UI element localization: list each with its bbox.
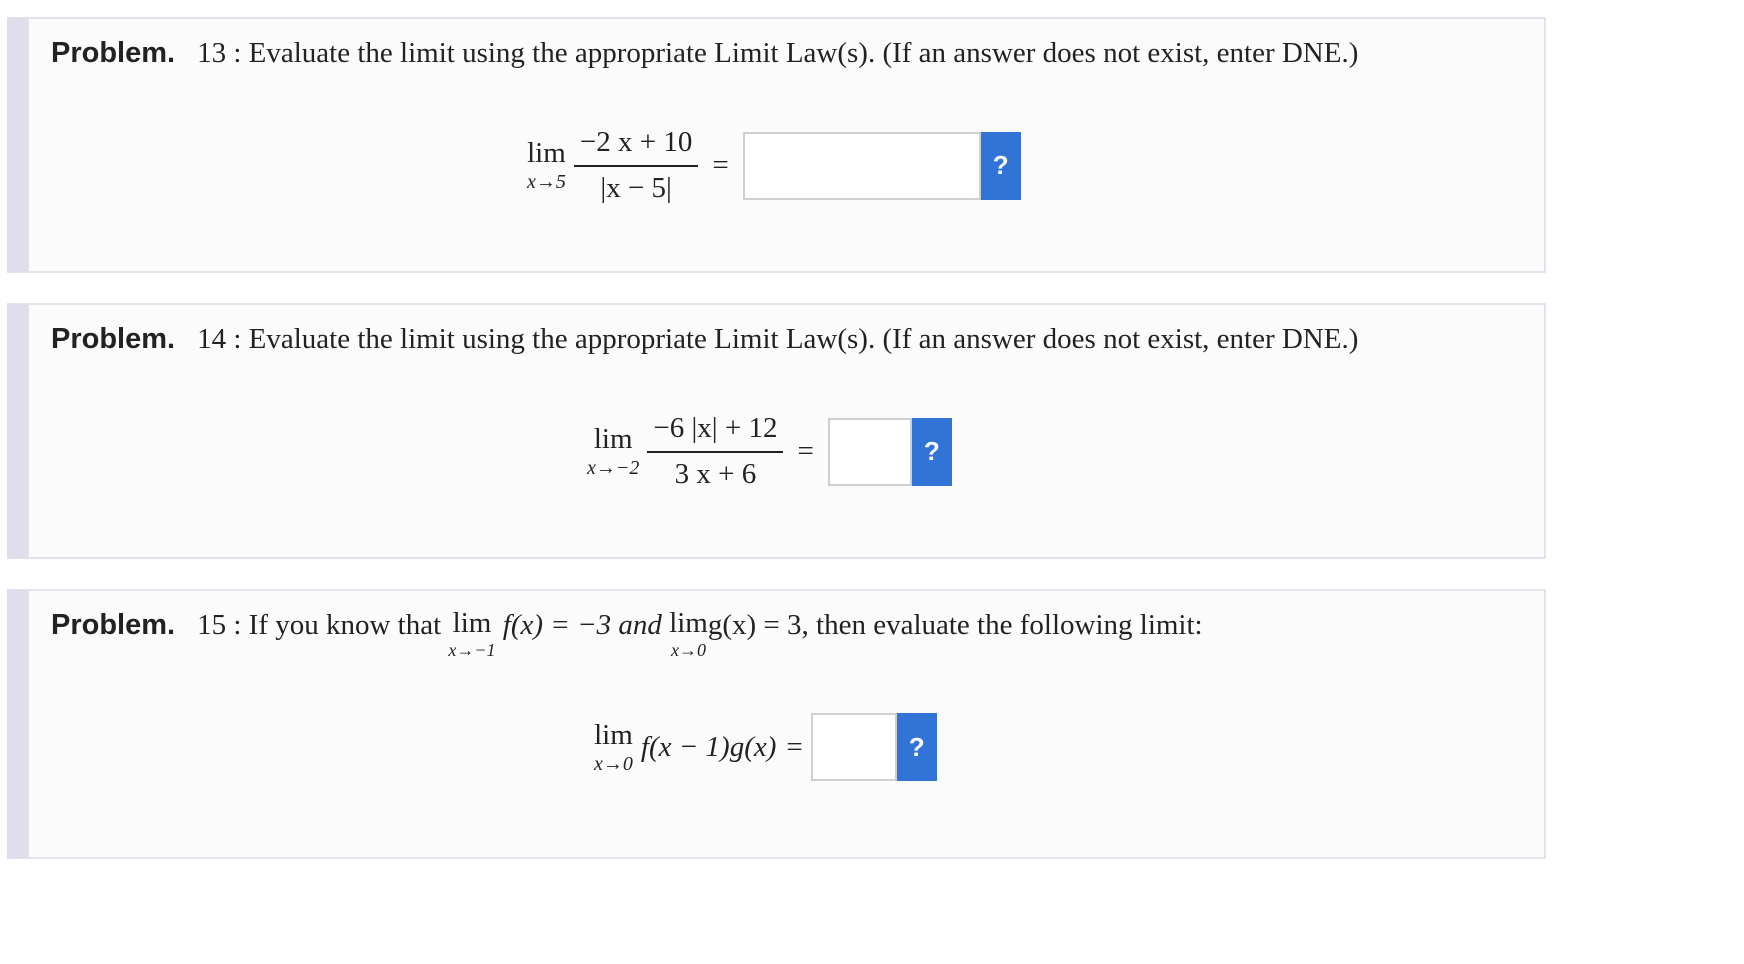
- answer-input-13[interactable]: [743, 132, 981, 200]
- problem-13: [7, 17, 1546, 273]
- problem-label: Problem.: [51, 609, 176, 641]
- problem-14: [7, 303, 1546, 559]
- limit-operator-inline-1: lim x→−1: [448, 607, 496, 660]
- given-limit-f: f(x) = −3 and: [502, 609, 662, 641]
- problem-14-statement: [51, 323, 1358, 356]
- problem-15-math: [594, 713, 937, 781]
- given-limit-g: g(x) = 3, then evaluate the following limit:: [707, 609, 1203, 641]
- answer-group: [743, 132, 1021, 200]
- problem-text: Evaluate the limit using the appropriate Limit Law(s). (If an answer does not exist, enter DNE.): [248, 323, 1359, 355]
- answer-group: [828, 418, 952, 486]
- problem-13-statement: [51, 37, 1358, 70]
- limit-expression: f(x − 1)g(x): [640, 730, 777, 763]
- equals-sign: =: [797, 435, 814, 468]
- problem-label: Problem.: [51, 323, 176, 355]
- equals-sign: =: [712, 149, 729, 182]
- denominator: 3 x + 6: [674, 457, 757, 490]
- limit-operator: lim x→5: [527, 137, 566, 194]
- help-button-15[interactable]: ?: [897, 713, 937, 781]
- problem-number: 15 :: [197, 609, 242, 641]
- problem-15-statement: [51, 609, 1203, 659]
- answer-group: [811, 713, 937, 781]
- problem-13-math: [527, 127, 1021, 205]
- problem-label: Problem.: [51, 37, 176, 69]
- equals-sign: =: [786, 730, 803, 763]
- numerator: −2 x + 10: [574, 127, 698, 167]
- problem-text-intro: If you know that: [248, 609, 442, 641]
- answer-input-15[interactable]: [811, 713, 897, 781]
- fraction: [647, 413, 783, 491]
- answer-input-14[interactable]: [828, 418, 912, 486]
- limit-operator-inline-2: lim x→0: [669, 607, 708, 660]
- problem-number: 14 :: [197, 323, 242, 355]
- denominator: |x − 5|: [600, 171, 672, 204]
- limit-operator: lim x→−2: [587, 423, 640, 480]
- problem-number: 13 :: [197, 37, 242, 69]
- fraction: [574, 127, 698, 205]
- problem-15: [7, 589, 1546, 859]
- help-button-14[interactable]: ?: [912, 418, 952, 486]
- help-button-13[interactable]: ?: [981, 132, 1021, 200]
- numerator: −6 |x| + 12: [647, 413, 783, 453]
- problem-14-math: [587, 413, 952, 491]
- problem-text: Evaluate the limit using the appropriate Limit Law(s). (If an answer does not exist, enter DNE.): [248, 37, 1359, 69]
- limit-operator: lim x→0: [594, 718, 633, 775]
